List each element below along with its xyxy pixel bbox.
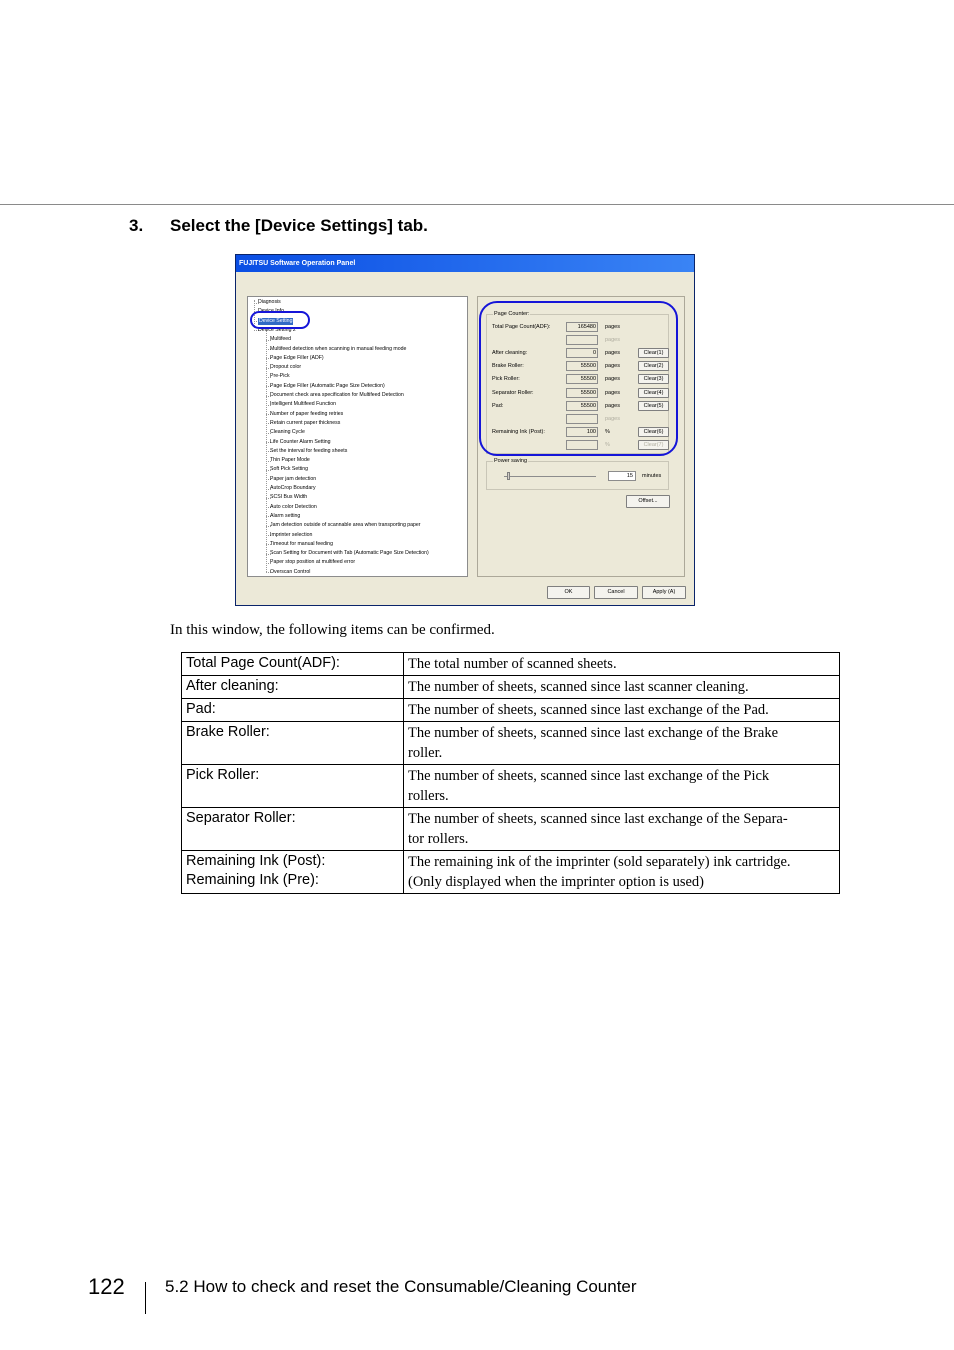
item-name-cell <box>182 851 404 894</box>
cancel-button[interactable]: Cancel <box>594 586 638 599</box>
tree-item[interactable]: Paper stop position at multifeed error <box>270 559 356 566</box>
counter-unit: pages <box>605 402 620 409</box>
tree-item[interactable]: Soft Pick Setting <box>270 466 309 473</box>
footer-divider <box>145 1282 146 1314</box>
item-name-cell <box>182 722 404 765</box>
items-table <box>181 652 840 894</box>
item-description-cell <box>404 653 840 676</box>
power-saving-slider[interactable] <box>504 476 596 477</box>
item-name: Pick Roller: <box>186 767 260 783</box>
item-description-cell <box>404 722 840 765</box>
tree-item[interactable]: Diagnosis <box>258 299 281 305</box>
tree-item[interactable]: Device Setting 2 <box>258 326 296 333</box>
table-row <box>182 653 840 676</box>
clear-counter-button[interactable]: Clear(4) <box>638 388 669 398</box>
power-saving-unit: minutes <box>642 473 662 479</box>
tree-item[interactable]: Device Info <box>258 308 284 315</box>
item-name: After cleaning: <box>186 678 279 694</box>
tree-item[interactable]: Alarm setting <box>270 512 301 519</box>
offset-button[interactable]: Offset... <box>626 495 670 508</box>
clear-counter-button[interactable]: Clear(2) <box>638 361 669 371</box>
ok-button[interactable]: OK <box>547 586 590 599</box>
item-description-cell <box>404 676 840 699</box>
step-number: 3. <box>129 216 144 235</box>
item-description: The number of sheets, scanned since last exchange of the Brake <box>408 725 779 741</box>
item-description: The number of sheets, scanned since last exchange of the Pad. <box>408 702 769 718</box>
counter-unit: pages <box>605 324 620 330</box>
table-row <box>182 676 840 699</box>
counter-value: 55500 <box>566 401 598 411</box>
page-counter-label: Page Counter: <box>494 311 530 317</box>
table-row <box>182 808 840 851</box>
item-description-cell <box>404 699 840 722</box>
item-name: Separator Roller: <box>186 810 296 826</box>
item-name-cell <box>182 765 404 808</box>
counter-label: Total Page Count(ADF): <box>492 324 551 330</box>
counter-unit: pages <box>605 350 620 357</box>
tree-item[interactable]: Thin Paper Mode <box>270 457 310 464</box>
item-name-cell <box>182 699 404 722</box>
item-name-cell <box>182 653 404 676</box>
counter-unit: pages <box>605 337 620 344</box>
counter-unit: pages <box>605 415 620 422</box>
counter-unit: pages <box>605 363 620 370</box>
settings-tree[interactable] <box>247 296 468 577</box>
counter-unit: pages <box>605 389 620 396</box>
tree-item[interactable]: Dropout color <box>270 364 302 371</box>
tree-item[interactable]: Retain current paper thickness <box>270 419 341 426</box>
item-description: The remaining ink of the imprinter (sold separately) ink cartridge. <box>408 854 791 870</box>
power-saving-group <box>486 458 669 490</box>
counter-label: Brake Roller: <box>492 363 524 370</box>
counter-value: 0 <box>566 348 598 358</box>
tree-item[interactable]: Multifeed detection when scanning in manual feeding mode <box>270 345 407 352</box>
item-description: roller. <box>408 745 443 761</box>
item-description: rollers. <box>408 788 449 804</box>
tree-item[interactable]: Pre-Pick <box>270 373 290 380</box>
counter-label: Remaining Ink (Post): <box>492 428 545 435</box>
clear-counter-button[interactable]: Clear(5) <box>638 401 669 411</box>
item-name: Brake Roller: <box>186 724 270 740</box>
counter-value: 165480 <box>566 322 598 332</box>
step-text: Select the [Device Settings] tab. <box>170 216 428 235</box>
counter-label: Separator Roller: <box>492 389 534 396</box>
item-name: Pad: <box>186 701 216 717</box>
tree-item[interactable]: AutoCrop Boundary <box>270 485 316 491</box>
window-title: FUJITSU Software Operation Panel <box>236 255 694 272</box>
clear-counter-button[interactable]: Clear(6) <box>638 427 669 437</box>
tree-item[interactable]: Timeout for manual feeding <box>270 540 333 547</box>
table-row <box>182 851 840 894</box>
table-row <box>182 699 840 722</box>
tree-item[interactable]: Jam detection outside of scannable area when transporting paper <box>270 522 421 529</box>
counter-unit: % <box>605 428 610 435</box>
highlight-circle-device-setting <box>250 311 310 329</box>
counter-label: Pad: <box>492 402 504 409</box>
tree-item[interactable]: Life Counter Alarm Setting <box>270 438 331 445</box>
counter-value: 55500 <box>566 361 598 371</box>
tree-item[interactable]: Multifeed <box>270 336 292 343</box>
counter-value: 55500 <box>566 374 598 384</box>
clear-counter-button[interactable]: Clear(7) <box>638 440 669 450</box>
tree-item[interactable]: Device Setting <box>259 317 293 324</box>
clear-counter-button[interactable]: Clear(3) <box>638 374 669 384</box>
tree-item[interactable]: Paper jam detection <box>270 475 317 482</box>
item-description: The total number of scanned sheets. <box>408 656 617 672</box>
table-row <box>182 765 840 808</box>
item-description-cell <box>404 765 840 808</box>
intro-text: In this window, the following items can be confirmed. <box>170 622 495 638</box>
item-description: tor rollers. <box>408 831 469 847</box>
item-name-cell <box>182 676 404 699</box>
page-number: 122 <box>88 1274 125 1299</box>
item-name: Remaining Ink (Post): <box>186 853 326 869</box>
power-saving-input[interactable]: 15 <box>608 471 636 481</box>
counter-label: After cleaning: <box>492 350 528 357</box>
counter-unit: pages <box>605 376 620 383</box>
footer-section-title: 5.2 How to check and reset the Consumable/Cleaning Counter <box>165 1277 637 1296</box>
tree-item[interactable]: Intelligent Multifeed Function <box>270 401 337 408</box>
highlight-circle-page-counter <box>479 301 678 456</box>
apply-button[interactable]: Apply (A) <box>642 586 686 599</box>
counter-unit: % <box>605 441 610 448</box>
item-description: (Only displayed when the imprinter option is used) <box>408 874 704 890</box>
counter-value: 100 <box>566 427 598 437</box>
item-description: The number of sheets, scanned since last exchange of the Pick <box>408 768 770 784</box>
item-name-cell <box>182 808 404 851</box>
clear-counter-button[interactable]: Clear(1) <box>638 348 669 358</box>
item-description-cell <box>404 808 840 851</box>
tree-item[interactable]: Auto color Detection <box>270 503 317 510</box>
tree-item[interactable]: Cleaning Cycle <box>270 429 305 436</box>
counter-value: 55500 <box>566 388 598 398</box>
item-description: The number of sheets, scanned since last exchange of the Separa- <box>408 811 788 827</box>
table-row <box>182 722 840 765</box>
slider-thumb[interactable] <box>507 472 510 480</box>
tree-item[interactable]: Document check area specification for Multifeed Detection <box>270 392 404 398</box>
tree-item[interactable]: SCSI Bus Width <box>270 494 308 501</box>
counter-label: Pick Roller: <box>492 376 520 383</box>
tree-item[interactable]: Overscan Control <box>270 568 311 575</box>
item-name: Total Page Count(ADF): <box>186 655 340 671</box>
tree-item[interactable]: Page Edge Filler (Automatic Page Size Detection) <box>270 382 385 389</box>
power-saving-label: Power saving <box>494 458 528 464</box>
tree-item[interactable]: Imprinter selection <box>270 531 313 538</box>
step-heading <box>129 216 428 236</box>
tree-item[interactable]: Scan Setting for Document with Tab (Automatic Page Size Detection) <box>270 550 429 557</box>
software-operation-panel-window <box>235 254 695 606</box>
tree-item[interactable]: Set the interval for feeding sheets <box>270 447 348 454</box>
item-description: The number of sheets, scanned since last scanner cleaning. <box>408 679 749 695</box>
tree-item[interactable]: Page Edge Filler (ADF) <box>270 354 324 361</box>
header-rule <box>0 204 954 205</box>
tree-item[interactable]: Number of paper feeding retries <box>270 410 344 417</box>
item-description-cell <box>404 851 840 894</box>
item-name: Remaining Ink (Pre): <box>186 872 319 888</box>
